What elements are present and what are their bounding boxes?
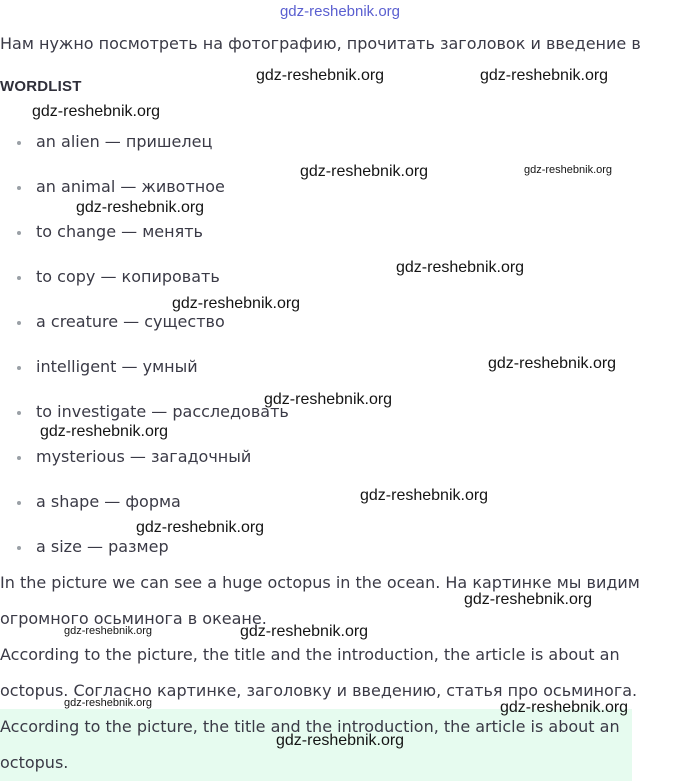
wordlist-item: a shape — форма [36,492,181,511]
wordlist-item: mysterious — загадочный [36,447,252,466]
watermark: gdz-reshebnik.org [396,259,525,276]
wordlist-item: an animal — животное [36,177,225,196]
watermark: gdz-reshebnik.org [264,391,393,408]
wordlist-item: a creature — существо [36,312,225,331]
watermark: gdz-reshebnik.org [240,623,369,640]
watermark: gdz-reshebnik.org [276,732,405,749]
wordlist-item: a size — размер [36,537,169,556]
wordlist-item: an alien — пришелец [36,132,213,151]
watermark: gdz-reshebnik.org [488,355,617,372]
watermark: gdz-reshebnik.org [500,699,629,716]
watermark: gdz-reshebnik.org [480,67,609,84]
watermark: gdz-reshebnik.org [300,163,429,180]
watermark: gdz-reshebnik.org [360,487,489,504]
watermark: gdz-reshebnik.org [32,103,161,120]
wordlist-heading: WORDLIST [0,78,82,95]
watermark: gdz-reshebnik.org [64,625,153,637]
wordlist-item: to change — менять [36,222,203,241]
watermark: gdz-reshebnik.org [524,164,613,176]
watermark: gdz-reshebnik.org [64,697,153,709]
watermark: gdz-reshebnik.org [76,199,205,216]
watermark: gdz-reshebnik.org [256,67,385,84]
answer-text: According to the picture, the title and the introduction, the article is about an octopus. [0,717,620,772]
wordlist-item: to copy — копировать [36,267,220,286]
task-intro: Нам нужно посмотреть на фотографию, прочитать заголовок и введение в [0,34,641,53]
watermark: gdz-reshebnik.org [136,519,265,536]
wordlist-item: intelligent — умный [36,357,198,376]
paragraph-picture: In the picture we can see a huge octopus in the ocean. На картинке мы видим огромного осьминога в океане. [0,573,640,628]
watermark: gdz-reshebnik.org [464,591,593,608]
site-link[interactable]: gdz-reshebnik.org [279,3,401,20]
wordlist-item: to investigate — расследовать [36,402,289,421]
paragraph-article: According to the picture, the title and the introduction, the article is about an octopus. Согласно картинке, заголовку и введению, статья про осьминога. [0,645,638,700]
watermark: gdz-reshebnik.org [172,295,301,312]
watermark: gdz-reshebnik.org [40,423,169,440]
